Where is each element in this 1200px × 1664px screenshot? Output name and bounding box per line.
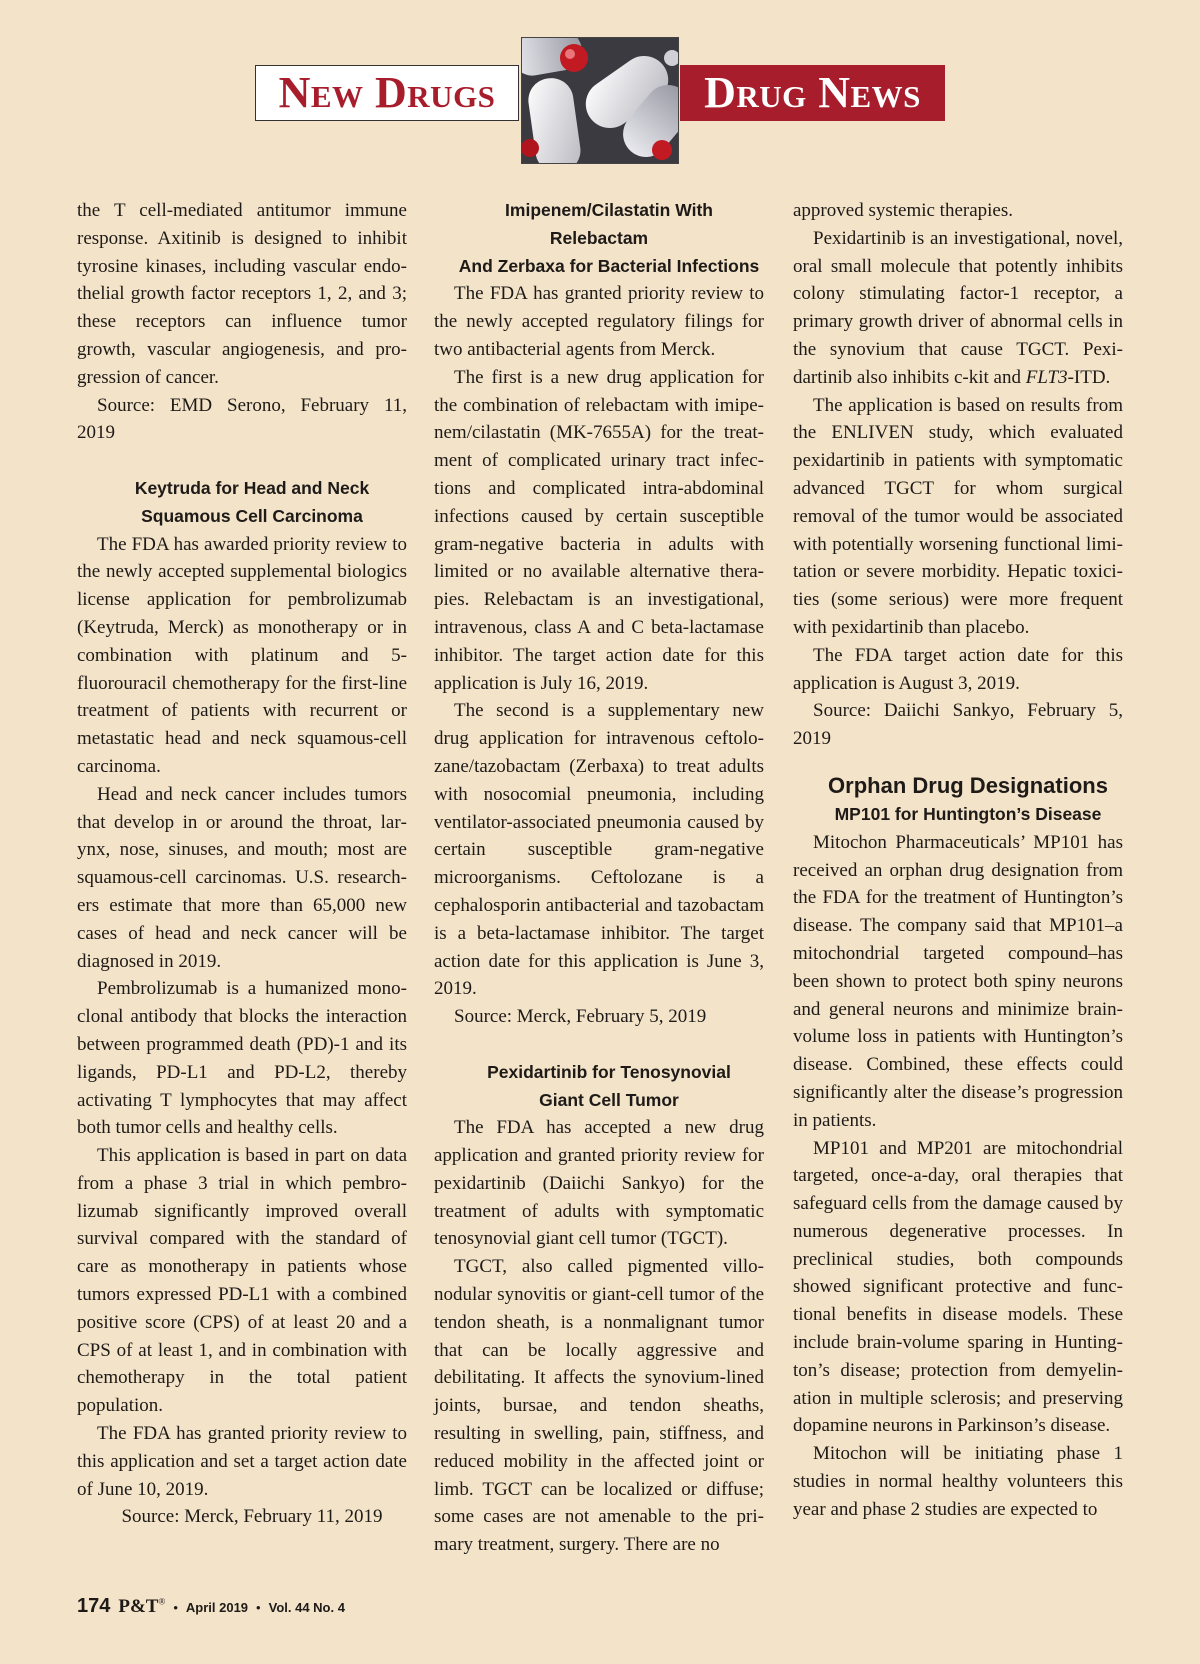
section-heading-pexidartinib-line1: Pexidartinib for Tenosynovial (487, 1061, 731, 1082)
gene-name: FLT3 (1025, 366, 1068, 388)
paragraph (793, 225, 1123, 392)
orphan-drug-section-title: Orphan Drug Designations (828, 772, 1108, 798)
paragraph-text: -ITD. (1067, 366, 1111, 388)
masthead (0, 0, 1200, 170)
volume-number: Vol. 44 No. 4 (268, 1600, 345, 1615)
registered-mark: ® (158, 1596, 166, 1607)
section-heading-mp101: MP101 for Huntington’s Disease (834, 803, 1102, 824)
paragraph: The FDA has awarded priority review to the newly accepted supplemental biologics license application for pembrolizumab (Keytruda, Merck) as monotherapy or in combination with platinum and 5-fluorouracil chemotherapy for the first-line treatment of patients with recurrent or metastatic head and neck squamous-cell carcinoma. (77, 533, 407, 777)
column-3 (793, 197, 1123, 1524)
new-drugs-title: New Drugs (278, 68, 496, 117)
journal-name (118, 1596, 165, 1618)
paragraph: approved systemic therapies. (793, 200, 1014, 221)
paragraph: The FDA has accepted a new drug application and granted priority review for pexidartinib (Daiichi Sankyo) for the treatment of adults with symptomatic tenosynovial giant cell tumor (TGCT). (434, 1117, 764, 1250)
column-1 (77, 197, 407, 1531)
new-drugs-banner (255, 65, 519, 121)
pills-photo-icon (521, 37, 679, 164)
paragraph: The FDA target action date for this application is August 3, 2019. (793, 644, 1123, 694)
paragraph: This application is based in part on data from a phase 3 trial in which pembrolizumab significantly improved overall survival compared with the standard of care as monotherapy in patients whose tumors expressed PD-L1 with a combined positive score (CPS) of at least 20 and a CPS of at least 1, and in combination with chemotherapy in the total patient population. (77, 1145, 407, 1417)
drug-news-title: Drug News (704, 68, 921, 117)
section-heading-imipenem-line1: Imipenem/Cilastatin With Relebactam (505, 200, 713, 248)
issue-date: April 2019 (185, 1600, 249, 1615)
bullet-separator: • (173, 1600, 178, 1615)
paragraph: Mitochon Pharmaceuticals’ MP101 has received an orphan drug designation from the FDA for the treatment of Huntington’s disease. The company said that MP101–a mitochondrial targeted compound–has been shown to protect both spiny neurons and general neurons and minimize brain-volume loss in patients with Huntington’s disease. Combined, these effects could significantly alter the disease’s progression in patients. (793, 831, 1123, 1131)
paragraph: the T cell-mediated antitumor immune response. Axitinib is designed to inhibit tyrosine kinases, including vascular endothelial growth factor receptors 1, 2, and 3; these receptors can influence tumor growth, vascular angiogenesis, and progression of cancer. (77, 200, 407, 388)
paragraph: Head and neck cancer includes tumors that develop in or around the throat, larynx, nose, sinuses, and mouth; most are squamous-cell carcinomas. U.S. researchers estimate that more than 65,000 new cases of head and neck cancer will be diagnosed in 2019. (77, 783, 407, 972)
paragraph: The second is a supplementary new drug application for intravenous ceftolozane/tazobactam (Zerbaxa) to treat adults with nosocomial pneumonia, including ventilator-associated pneumonia caused by certain susceptible gram-negative microorganisms. Ceftolozane is a cephalosporin antibacterial and tazobactam is a beta-lactamase inhibitor. The target action date for this application is June 3, 2019. (434, 700, 764, 1000)
source-line: Source: EMD Serono, February 11, 2019 (77, 394, 407, 444)
journal-title: P&T (118, 1596, 159, 1617)
drug-news-banner (680, 65, 945, 121)
column-2 (434, 197, 764, 1559)
bullet-separator: • (256, 1600, 261, 1615)
page-number: 174 (77, 1595, 111, 1617)
paragraph: The FDA has granted priority review to this application and set a target action date of June 10, 2019. (77, 1423, 407, 1500)
section-heading-pexidartinib-line2: Giant Cell Tumor (539, 1089, 679, 1110)
paragraph: TGCT, also called pigmented villonodular synovitis or giant-cell tumor of the tendon sheath, is a nonmalignant tumor that can be locally aggressive and debilitating. It affects the synovium-lined joints, bursae, and tendon sheaths, resulting in swelling, pain, stiffness, and reduced mobility in the affected joint or limb. TGCT can be localized or diffuse; some cases are not amenable to the primary treatment, surgery. There are no (434, 1256, 764, 1556)
paragraph: Pembrolizumab is a humanized monoclonal antibody that blocks the interaction between programmed death (PD)-1 and its ligands, PD-L1 and PD-L2, thereby activating T lymphocytes that may affect both tumor cells and healthy cells. (77, 978, 407, 1139)
paragraph: Mitochon will be initiating phase 1 studies in normal healthy volunteers this year and phase 2 studies are expected to (793, 1443, 1123, 1520)
source-line: Source: Merck, February 11, 2019 (121, 1506, 383, 1528)
source-line: Source: Daiichi Sankyo, February 5, 2019 (793, 700, 1123, 750)
section-heading-keytruda-line1: Keytruda for Head and Neck (134, 477, 370, 498)
paragraph-text: Pexidartinib is an investigational, novel, oral small molecule that potently inhibits colony stimulating factor-1 receptor, a primary growth driver of abnormal cells in the synovium that cause TGCT. Pexidartinib also inhibits c-kit and (793, 227, 1123, 388)
paragraph: The FDA has granted priority review to the newly accepted regulatory filings for two antibacterial agents from Merck. (434, 283, 764, 360)
paragraph: The first is a new drug application for the combination of relebactam with imipenem/cilastatin (MK-7655A) for the treatment of complicated urinary tract infections and complicated intra-abdominal infections caused by certain susceptible gram-negative bacteria in adults with limited or no available alternative therapies. Relebactam is an investigational, intravenous, class A and C beta-lactamase inhibitor. The target action date for this application is July 16, 2019. (434, 366, 764, 694)
section-heading-imipenem-line2: And Zerbaxa for Bacterial Infections (458, 255, 760, 276)
source-line: Source: Merck, February 5, 2019 (454, 1006, 707, 1028)
section-heading-keytruda-line2: Squamous Cell Carcinoma (141, 505, 363, 526)
page-footer (77, 1595, 345, 1625)
paragraph: The application is based on results from the ENLIVEN study, which evaluated pexidartinib in patients with symptomatic advanced TGCT for whom surgical removal of the tumor would be associated with potentially worsening functional limitation or severe morbidity. Hepatic toxicities (some serious) were more frequent with pexidartinib than placebo. (793, 394, 1123, 638)
paragraph: MP101 and MP201 are mitochondrial targeted, once-a-day, oral therapies that safeguard cells from the damage caused by numerous degenerative processes. In preclinical studies, both compounds showed significant protective and functional benefits in disease models. These include brain-volume sparing in Huntington’s disease; protection from demyelination in multiple sclerosis; and preserving dopamine neurons in Parkinson’s disease. (793, 1137, 1123, 1437)
